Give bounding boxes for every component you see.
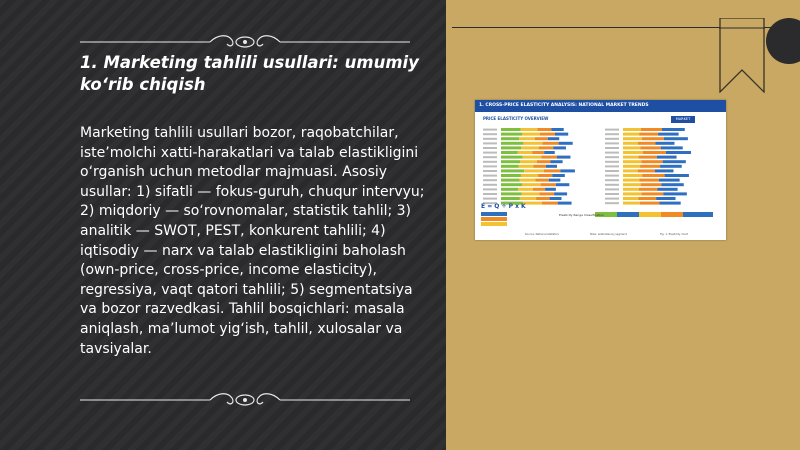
thumbnail-range-swatch	[683, 212, 713, 217]
thumbnail-bar	[501, 151, 518, 154]
thumbnail-bar	[623, 146, 640, 149]
thumbnail-bar	[642, 174, 664, 177]
thumbnail-bar	[501, 188, 518, 191]
thumbnail-bar	[656, 197, 675, 200]
thumbnail-formula: E = Q ÷ P x K	[481, 203, 526, 210]
thumbnail-row-label	[605, 198, 619, 200]
thumbnail-bar	[662, 128, 685, 131]
thumbnail-bar	[623, 192, 642, 195]
thumbnail-bar	[518, 151, 532, 154]
thumbnail-bar	[541, 183, 556, 186]
thumbnail-bar	[642, 137, 664, 140]
thumbnail-row-label	[605, 170, 619, 172]
thumbnail-bar	[558, 202, 572, 205]
thumbnail-bar	[623, 165, 640, 168]
thumbnail-bar	[638, 142, 656, 145]
thumbnail-bar	[501, 174, 521, 177]
thumbnail-bar	[544, 169, 561, 172]
slide-body-text: Marketing tahlili usullari bozor, raqobatchilar, iste’molchi xatti-harakatlari va talab elastikligini o‘rganish uchun metodlar majmuasi. Asosiy usullar: 1) sifatli — fokus-guruh, chuqur intervyu; 2) miqdoriy — so‘rovnomalar, statistik tahlil; 3) analitik — SWOT, PEST, konkurent tahlili; 4) iqtisodiy — narx va talab elastikligini baholash (own-price, cross-price, income elasticity), regressiya, vaqt qatori tahlili; 5) segmentatsiya va bozor razvedkasi. Tahlil bosqichlari: masala aniqlash, ma’lumot yig‘ish, tahlil, xulosalar va tavsiyalar.	[80, 125, 425, 357]
thumbnail-legend-block	[481, 222, 507, 226]
thumbnail-bar	[520, 197, 536, 200]
thumbnail-row-label	[605, 129, 619, 131]
thumbnail-bar	[501, 142, 523, 145]
thumbnail-row-label	[605, 193, 619, 195]
thumbnail-bar	[559, 142, 573, 145]
thumbnail-bar	[623, 128, 641, 131]
thumbnail-bar	[638, 169, 655, 172]
thumbnail-bar	[553, 146, 566, 149]
thumbnail-row-label	[605, 142, 619, 144]
thumbnail-bar	[623, 151, 643, 154]
thumbnail-bar	[623, 137, 642, 140]
thumbnail-bar-graphic	[475, 100, 726, 240]
thumbnail-legend: Elasticity Range Classification	[559, 213, 604, 217]
bookmark-ribbon-icon	[719, 18, 765, 93]
thumbnail-bar	[623, 197, 638, 200]
thumbnail-bar	[501, 169, 524, 172]
thumbnail-bar	[535, 137, 548, 140]
thumbnail-row-label	[605, 133, 619, 135]
thumbnail-row-label	[605, 147, 619, 149]
thumbnail-row-label	[483, 198, 497, 200]
thumbnail-bar	[532, 151, 544, 154]
thumbnail-bar	[536, 197, 550, 200]
thumbnail-row-label	[483, 193, 497, 195]
thumbnail-bar	[623, 160, 641, 163]
thumbnail-bar	[501, 183, 522, 186]
thumbnail-bar	[537, 160, 551, 163]
thumbnail-bar	[552, 174, 565, 177]
thumbnail-bar	[623, 156, 639, 159]
thumbnail-footnote: Fig. 1: Elasticity chart	[660, 233, 688, 236]
thumbnail-bar	[522, 192, 540, 195]
thumbnail-row-label	[605, 202, 619, 204]
thumbnail-row-label	[605, 161, 619, 163]
thumbnail-bar	[639, 188, 658, 191]
thumbnail-range-swatch	[617, 212, 639, 217]
thumbnail-bar	[656, 142, 675, 145]
thumbnail-row-label	[483, 170, 497, 172]
thumbnail-bar	[548, 137, 559, 140]
thumbnail-bar	[551, 160, 563, 163]
thumbnail-row-label	[483, 184, 497, 186]
thumbnail-footnote: Note: estimates by segment	[590, 233, 627, 236]
thumbnail-bar	[537, 128, 551, 131]
thumbnail-bar	[533, 188, 545, 191]
thumbnail-bar	[623, 202, 640, 205]
thumbnail-bar	[501, 156, 523, 159]
thumbnail-bar	[501, 133, 522, 136]
thumbnail-range-swatch	[661, 212, 683, 217]
thumbnail-bar	[521, 146, 538, 149]
thumbnail-bar	[639, 133, 658, 136]
thumbnail-bar	[521, 128, 538, 131]
thumbnail-row-label	[605, 156, 619, 158]
thumbnail-bar	[522, 183, 540, 186]
thumbnail-bar	[623, 169, 638, 172]
thumbnail-bar	[639, 156, 657, 159]
thumbnail-row-label	[483, 165, 497, 167]
thumbnail-bar	[658, 133, 679, 136]
thumbnail-bar	[544, 151, 555, 154]
ornament-divider-icon	[80, 388, 410, 408]
thumbnail-row-label	[483, 147, 497, 149]
thumbnail-bar	[661, 183, 683, 186]
thumbnail-bar	[542, 202, 558, 205]
thumbnail-row-label	[483, 142, 497, 144]
thumbnail-bar	[501, 146, 521, 149]
thumbnail-bar	[540, 133, 555, 136]
thumbnail-row-label	[483, 188, 497, 190]
thumbnail-range-swatch	[639, 212, 661, 217]
slide-title: 1. Marketing tahlili usullari: umumiy ko‘rib chiqish	[80, 53, 419, 94]
thumbnail-bar	[501, 192, 522, 195]
thumbnail-bar	[640, 146, 660, 149]
thumbnail-row-label	[483, 156, 497, 158]
thumbnail-bar	[642, 192, 664, 195]
thumbnail-bar	[666, 151, 691, 154]
thumbnail-bar	[522, 133, 540, 136]
thumbnail-badge: MARKET	[671, 116, 695, 123]
thumbnail-bar	[638, 197, 656, 200]
thumbnail-bar	[554, 192, 567, 195]
thumbnail-bar	[545, 188, 556, 191]
thumbnail-row-label	[483, 138, 497, 140]
thumbnail-bar	[543, 142, 559, 145]
thumbnail-row-label	[483, 152, 497, 154]
thumbnail-bar	[520, 160, 537, 163]
thumbnail-bar	[623, 188, 639, 191]
thumbnail-bar	[518, 188, 533, 191]
thumbnail-bar	[550, 197, 562, 200]
thumbnail-bar	[549, 179, 561, 182]
ornament-divider-icon	[80, 32, 410, 52]
thumbnail-bar	[521, 174, 538, 177]
thumbnail-bar	[534, 165, 547, 168]
thumbnail-bar	[546, 165, 557, 168]
thumbnail-bar	[663, 160, 686, 163]
thumbnail-bar	[659, 202, 680, 205]
thumbnail-bar	[641, 160, 662, 163]
thumbnail-row-label	[483, 161, 497, 163]
thumbnail-row-label	[605, 179, 619, 181]
thumbnail-bar	[556, 183, 569, 186]
thumbnail-bar	[643, 151, 666, 154]
thumbnail-bar	[501, 197, 520, 200]
thumbnail-row-label	[605, 175, 619, 177]
thumbnail-bar	[657, 156, 677, 159]
thumbnail-bar	[501, 160, 520, 163]
thumbnail-bar	[501, 128, 521, 131]
thumbnail-bar	[519, 165, 534, 168]
thumbnail-bar	[539, 192, 554, 195]
thumbnail-bar	[665, 174, 689, 177]
thumbnail-bar	[641, 128, 662, 131]
thumbnail-bar	[524, 169, 544, 172]
thumbnail-bar	[640, 179, 659, 182]
thumbnail-bar	[664, 137, 688, 140]
thumbnail-legend-block	[481, 212, 507, 216]
thumbnail-title: 1. CROSS-PRICE ELASTICITY ANALYSIS: NATIONAL MARKET TRENDS	[479, 103, 649, 108]
thumbnail-bar	[623, 179, 640, 182]
thumbnail-footnote: Source: National statistics	[525, 233, 559, 236]
thumbnail-bar	[659, 179, 680, 182]
thumbnail-bar	[557, 156, 571, 159]
thumbnail-bar	[501, 179, 520, 182]
thumbnail-row-label	[605, 188, 619, 190]
thumbnail-bar	[541, 156, 557, 159]
thumbnail-row-label	[483, 129, 497, 131]
thumbnail-bar	[551, 128, 563, 131]
thumbnail-bar	[535, 179, 548, 182]
thumbnail-row-label	[483, 175, 497, 177]
thumbnail-bar	[519, 137, 535, 140]
thumbnail-row-label	[605, 184, 619, 186]
thumbnail-row-label	[483, 179, 497, 181]
thumbnail-bar	[623, 133, 639, 136]
thumbnail-bar	[657, 188, 677, 191]
thumbnail-bar	[523, 156, 542, 159]
thumbnail-legend-block	[481, 217, 507, 221]
thumbnail-bar	[623, 142, 638, 145]
thumbnail-bar	[539, 146, 554, 149]
thumbnail-row-label	[483, 133, 497, 135]
thumbnail-bar	[623, 174, 642, 177]
thumbnail-row-label	[605, 138, 619, 140]
thumbnail-bar	[663, 192, 687, 195]
thumbnail-bar	[661, 146, 683, 149]
thumbnail-bar	[640, 202, 660, 205]
thumbnail-bar	[555, 133, 568, 136]
thumbnail-bar	[660, 165, 682, 168]
thumbnail-row-label	[605, 152, 619, 154]
thumbnail-bar	[501, 165, 519, 168]
thumbnail-bar	[640, 165, 660, 168]
thumbnail-bar	[523, 142, 542, 145]
thumbnail-bar	[538, 174, 552, 177]
thumbnail-bar	[501, 137, 519, 140]
embedded-chart-image	[475, 100, 726, 240]
thumbnail-row-label	[605, 165, 619, 167]
thumbnail-bar	[641, 183, 662, 186]
thumbnail-bar	[520, 179, 536, 182]
thumbnail-bar	[560, 169, 575, 172]
thumbnail-bar	[623, 183, 641, 186]
thumbnail-bar	[655, 169, 674, 172]
thumbnail-subheader: PRICE ELASTICITY OVERVIEW	[483, 116, 549, 121]
